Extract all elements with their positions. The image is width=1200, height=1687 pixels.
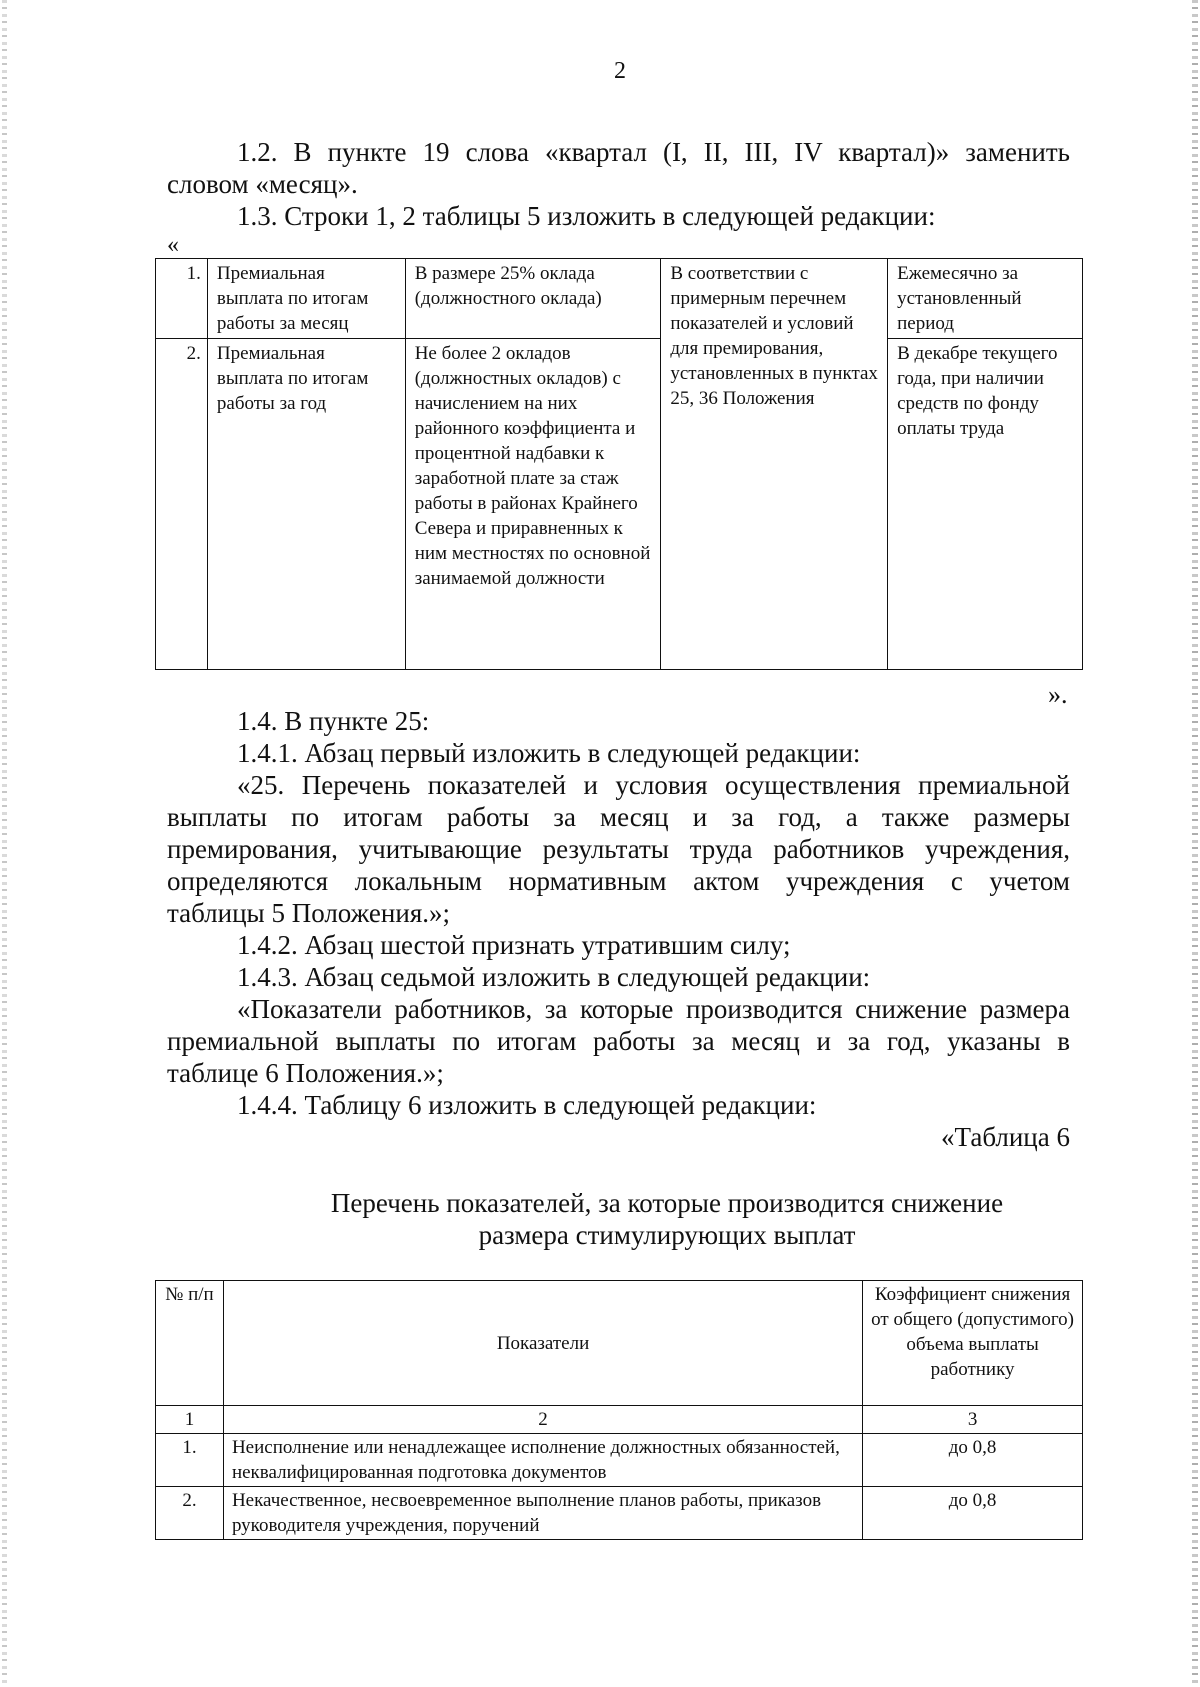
- paragraph-25-line3: премирования, учитывающие результаты труда работников учреждения,: [167, 834, 1070, 864]
- paragraph-1-4: 1.4. В пункте 25:: [237, 706, 430, 736]
- paragraph-1-2-line2: словом «месяц».: [167, 169, 358, 199]
- scan-edge-left: [2, 0, 7, 1687]
- paragraph-indicators-line1: «Показатели работников, за которые производится снижение размера: [237, 994, 1070, 1024]
- table-cell-coef: до 0,8: [863, 1487, 1083, 1540]
- table-cell-coef: до 0,8: [863, 1434, 1083, 1487]
- table-cell-period: В декабре текущего года, при наличии средств по фонду оплаты труда: [888, 339, 1083, 670]
- paragraph-1-4-4: 1.4.4. Таблицу 6 изложить в следующей редакции:: [237, 1090, 817, 1120]
- table-cell-name: Премиальная выплата по итогам работы за месяц: [207, 259, 405, 339]
- table-cell-num: 1.: [156, 1434, 224, 1487]
- table-cell-num: 2.: [156, 339, 208, 670]
- table-row: [156, 259, 1083, 339]
- table-cell-size: В размере 25% оклада (должностного оклада): [405, 259, 661, 339]
- table5-open-quote: «: [167, 232, 179, 258]
- table-row: [156, 1434, 1083, 1487]
- paragraph-1-4-2: 1.4.2. Абзац шестой признать утратившим силу;: [237, 930, 791, 960]
- table5-close-quote: ».: [1048, 680, 1068, 709]
- colnum-1: 1: [156, 1406, 224, 1434]
- paragraph-25-line5: таблицы 5 Положения.»;: [167, 898, 450, 928]
- table6-label: «Таблица 6: [941, 1122, 1070, 1152]
- colnum-2: 2: [223, 1406, 862, 1434]
- paragraph-indicators-line2: премиальной выплаты по итогам работы за месяц и за год, указаны в: [167, 1026, 1070, 1056]
- paragraph-25-line2: выплаты по итогам работы за месяц и за год, а также размеры: [167, 802, 1070, 832]
- header-num: № п/п: [156, 1281, 224, 1406]
- paragraph-1-2-line1: 1.2. В пункте 19 слова «квартал (I, II, III, IV квартал)» заменить: [237, 137, 1070, 167]
- table-cell-indicator: Неисполнение или ненадлежащее исполнение должностных обязанностей, неквалифицированная подготовка документов: [223, 1434, 862, 1487]
- table-cell-num: 2.: [156, 1487, 224, 1540]
- colnum-3: 3: [863, 1406, 1083, 1434]
- table-5-excerpt: [155, 258, 1083, 670]
- table-cell-name: Премиальная выплата по итогам работы за год: [207, 339, 405, 670]
- page-number: 2: [614, 58, 626, 84]
- table-cell-condition: В соответствии с примерным перечнем показателей и условий для премирования, установленных в пунктах 25, 36 Положения: [661, 259, 888, 670]
- header-coef: Коэффициент снижения от общего (допустимого) объема выплаты работнику: [863, 1281, 1083, 1406]
- table-cell-period: Ежемесячно за установленный период: [888, 259, 1083, 339]
- table6-title-line2: размера стимулирующих выплат: [478, 1220, 856, 1250]
- scan-edge-right: [1192, 0, 1198, 1687]
- table-cell-size: Не более 2 окладов (должностных окладов) с начислением на них районного коэффициента и процентной надбавки к заработной плате за стаж работы в районах Крайнего Севера и приравненных к ним местностях по основной занимаемой должности: [405, 339, 661, 670]
- table-row: [156, 1487, 1083, 1540]
- table-cell-indicator: Некачественное, несвоевременное выполнение планов работы, приказов руководителя учреждения, поручений: [223, 1487, 862, 1540]
- table6-title-line1: Перечень показателей, за которые производится снижение: [330, 1188, 1004, 1218]
- table-header-row: [156, 1281, 1083, 1406]
- paragraph-1-3: 1.3. Строки 1, 2 таблицы 5 изложить в следующей редакции:: [237, 201, 936, 231]
- table-colnum-row: [156, 1406, 1083, 1434]
- table-row: [156, 339, 1083, 670]
- table-6: [155, 1280, 1083, 1540]
- paragraph-25-line1: «25. Перечень показателей и условия осуществления премиальной: [237, 770, 1070, 800]
- table-cell-num: 1.: [156, 259, 208, 339]
- header-indicator: Показатели: [223, 1281, 862, 1406]
- paragraph-25-line4: определяются локальным нормативным актом учреждения с учетом: [167, 866, 1070, 896]
- paragraph-1-4-1: 1.4.1. Абзац первый изложить в следующей редакции:: [237, 738, 861, 768]
- paragraph-1-4-3: 1.4.3. Абзац седьмой изложить в следующей редакции:: [237, 962, 871, 992]
- paragraph-indicators-line3: таблице 6 Положения.»;: [167, 1058, 444, 1088]
